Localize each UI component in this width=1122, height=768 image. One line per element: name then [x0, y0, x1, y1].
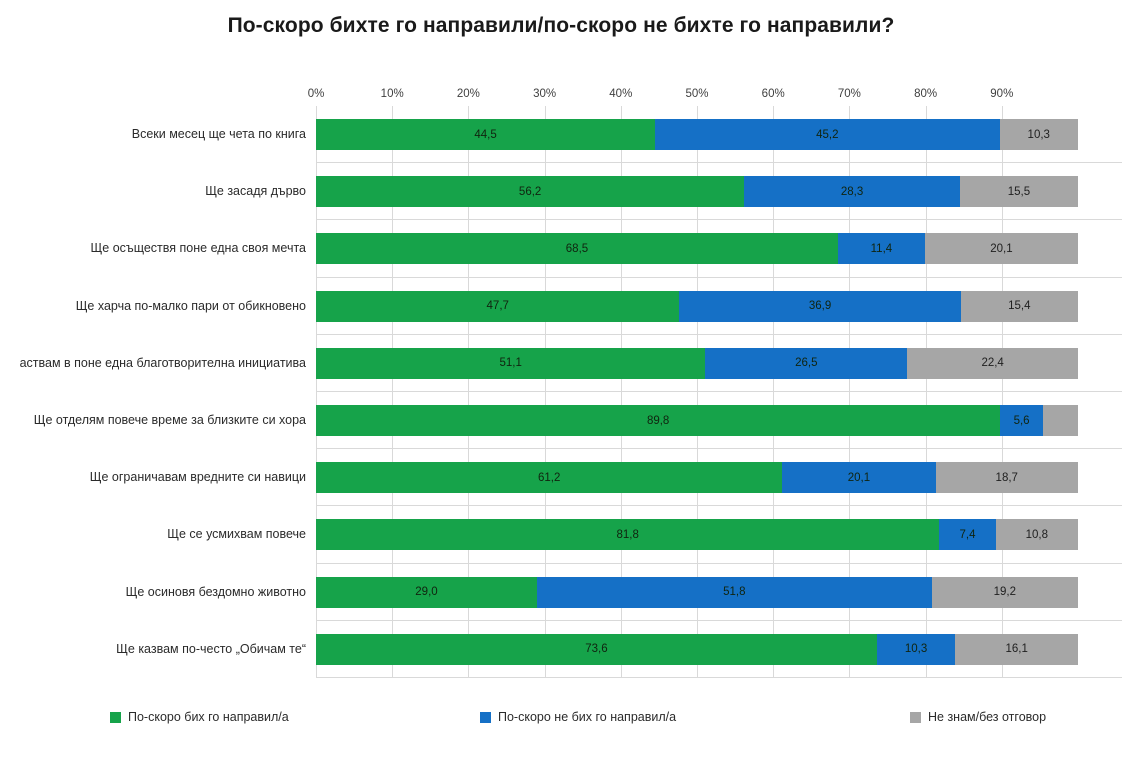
bar-value-label: 68,5 — [565, 242, 589, 255]
bar-segment — [838, 233, 925, 264]
bar-segment — [877, 634, 955, 665]
bar-value-label: 45,2 — [816, 128, 839, 141]
x-tick-label: 40% — [609, 88, 633, 100]
legend-label: Не знам/без отговор — [928, 710, 1047, 724]
category-label: Ще харча по-малко пари от обикновено — [75, 298, 306, 313]
category-label: Ще засадя дърво — [205, 184, 306, 199]
bar-segment — [316, 176, 744, 207]
chart-row — [90, 220, 1122, 277]
x-tick-label: 70% — [837, 88, 861, 100]
chart-row — [205, 163, 1122, 220]
category-label: Всеки месец ще чета по книга — [131, 127, 306, 141]
x-tick-label: 50% — [685, 88, 709, 100]
bar-value-label: 73,6 — [585, 643, 608, 656]
bar-value-label: 10,3 — [904, 643, 928, 656]
bar-segment — [936, 462, 1078, 493]
chart-row — [131, 106, 1122, 163]
legend-item[interactable] — [480, 710, 676, 724]
bar-segment — [996, 519, 1078, 550]
bar-value-label: 28,3 — [840, 185, 864, 198]
legend-swatch-icon — [910, 712, 921, 723]
bar-segment — [939, 519, 995, 550]
x-tick-label: 0% — [307, 88, 325, 100]
x-tick-label: 80% — [914, 88, 938, 100]
bar-segment — [316, 462, 782, 493]
chart-row — [125, 564, 1122, 621]
category-label: Ще ограничавам вредните си навици — [89, 470, 306, 485]
category-label: Ще осиновя бездомно животно — [125, 584, 306, 599]
category-label: Ще отделям повече време за близките си хора — [33, 413, 306, 427]
x-tick-label: 20% — [456, 88, 480, 100]
bar-value-label: 18,7 — [995, 471, 1018, 484]
bar-segment — [1000, 119, 1078, 150]
bar-segment — [961, 291, 1078, 322]
chart-legend — [100, 706, 1060, 732]
x-tick-label: 30% — [533, 88, 557, 100]
legend-swatch-icon — [110, 712, 121, 723]
bar-segment — [782, 462, 935, 493]
bar-segment — [316, 348, 705, 379]
legend-item[interactable] — [110, 710, 289, 724]
chart-row — [75, 278, 1122, 335]
bar-segment — [960, 176, 1078, 207]
category-label: Ще казвам по-често „Обичам те“ — [116, 641, 306, 656]
bar-segment — [316, 577, 537, 608]
x-axis-tick-labels — [307, 88, 1122, 104]
bar-segment — [679, 291, 960, 322]
bar-segment — [316, 634, 877, 665]
bar-segment — [316, 519, 939, 550]
bar-segment — [925, 233, 1078, 264]
bar-value-label: 61,2 — [537, 471, 561, 484]
bar-value-label: 51,1 — [499, 357, 522, 370]
bar-value-label: 29,0 — [415, 586, 438, 599]
category-label: Ще се усмихвам повече — [167, 527, 306, 542]
bar-value-label: 56,2 — [518, 185, 542, 198]
x-tick-label: 10% — [380, 88, 404, 100]
category-label: аствам в поне една благотворителна инициатива — [19, 355, 306, 370]
bar-value-label: 10,3 — [1027, 128, 1050, 141]
stacked-bar — [316, 119, 1122, 150]
bar-value-label: 20,1 — [847, 471, 871, 484]
bar-segment — [932, 577, 1078, 608]
bar-value-label: 7,4 — [959, 528, 976, 541]
bar-value-label: 16,1 — [1005, 643, 1028, 656]
legend-swatch-icon — [480, 712, 491, 723]
bar-segment — [744, 176, 960, 207]
bar-segment — [537, 577, 932, 608]
legend-label: По-скоро не бих го направил/а — [498, 710, 677, 724]
category-label: Ще осъществя поне една своя мечта — [90, 241, 306, 256]
bar-value-label: 81,8 — [616, 528, 639, 541]
bar-rows — [19, 106, 1122, 678]
bar-value-label: 22,4 — [981, 357, 1004, 370]
chart-row — [33, 392, 1122, 449]
stacked-bar — [316, 348, 1122, 379]
bar-segment — [316, 405, 1000, 436]
bar-segment — [705, 348, 907, 379]
x-tick-label: 90% — [990, 88, 1014, 100]
legend-label: По-скоро бих го направил/а — [128, 710, 289, 724]
chart-row — [116, 621, 1122, 678]
legend-item[interactable] — [910, 710, 1046, 724]
bar-value-label: 15,4 — [1008, 300, 1031, 313]
bar-value-label: 20,1 — [990, 242, 1013, 255]
bar-segment — [316, 119, 655, 150]
bar-value-label: 47,7 — [486, 300, 509, 313]
stacked-bar — [316, 462, 1122, 493]
bar-value-label: 19,2 — [993, 586, 1017, 599]
bar-value-label: 15,5 — [1007, 185, 1031, 198]
stacked-bar — [316, 519, 1122, 550]
bar-value-label: 10,8 — [1025, 528, 1049, 541]
bar-segment — [316, 233, 838, 264]
bar-value-label: 36,9 — [808, 300, 832, 313]
bar-value-label: 5,6 — [1013, 414, 1030, 427]
chart-row — [19, 335, 1122, 392]
bar-value-label: 51,8 — [723, 586, 746, 599]
bar-segment — [655, 119, 999, 150]
chart-row — [167, 506, 1122, 563]
bar-segment — [1043, 405, 1078, 436]
chart-row — [89, 449, 1122, 506]
stacked-bar — [316, 176, 1122, 207]
bar-segment — [907, 348, 1078, 379]
plot-area — [19, 106, 1122, 678]
stacked-bar — [316, 577, 1122, 608]
bar-segment — [1000, 405, 1043, 436]
row-divider — [316, 677, 1122, 678]
chart-title: По-скоро бихте го направили/по-скоро не бихте го направили? — [227, 14, 895, 37]
stacked-bar — [316, 405, 1122, 436]
stacked-bar — [316, 233, 1122, 264]
x-tick-label: 60% — [761, 88, 785, 100]
bar-value-label: 11,4 — [870, 242, 893, 255]
bar-segment — [316, 291, 679, 322]
bar-value-label: 89,8 — [646, 414, 670, 427]
stacked-bar — [316, 291, 1122, 322]
stacked-bar — [316, 634, 1122, 665]
bar-value-label: 26,5 — [795, 357, 818, 370]
bar-value-label: 44,5 — [474, 128, 497, 141]
bar-segment — [955, 634, 1078, 665]
